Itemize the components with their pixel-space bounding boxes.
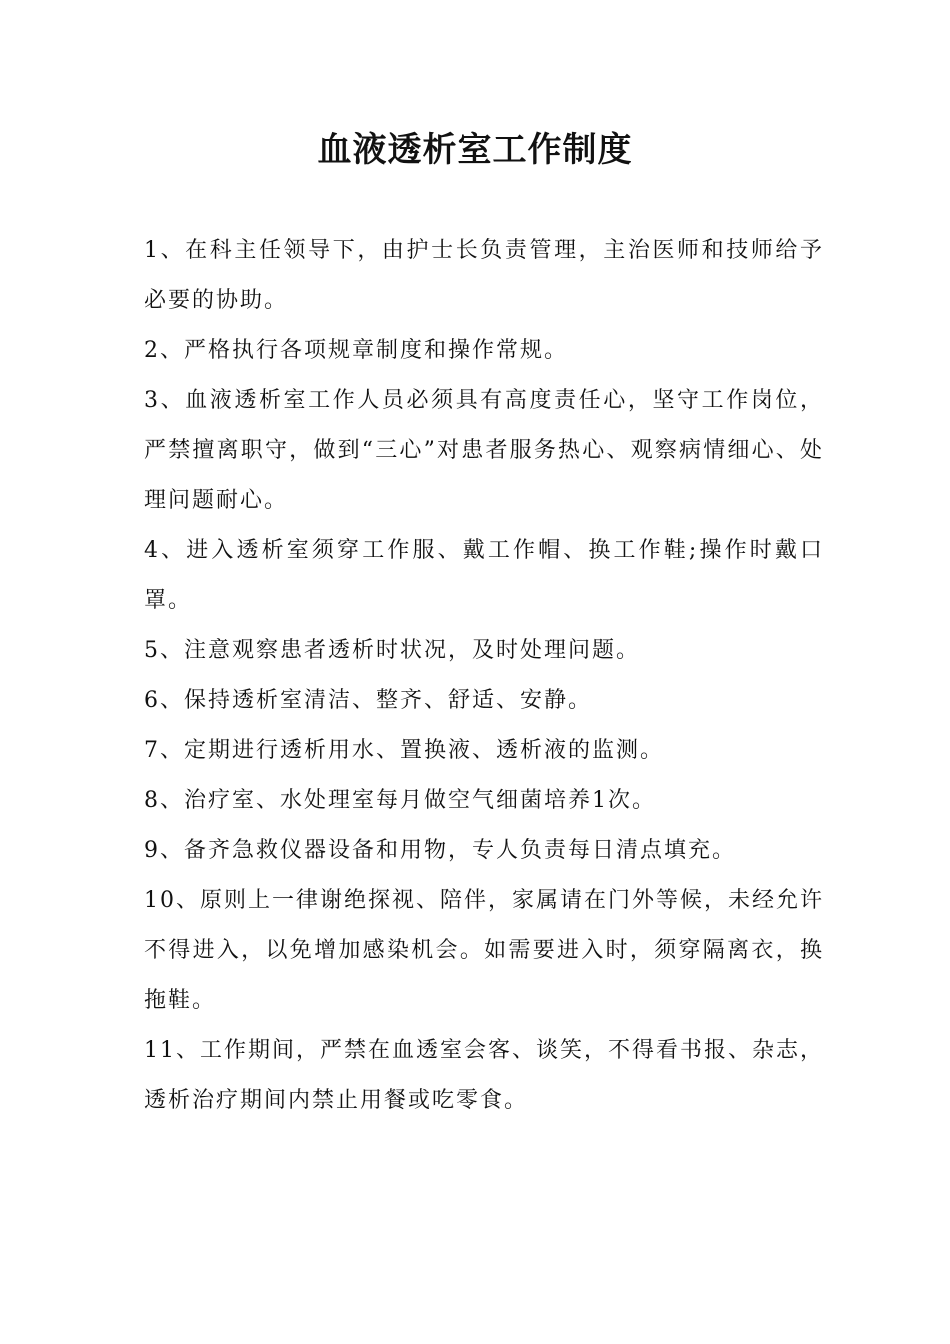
rule-item-2: 2、严格执行各项规章制度和操作常规。 [144,338,568,363]
rule-item-10: 10、原则上一律谢绝探视、陪伴，家属请在门外等候，未经允许不得进入，以免增加感染机会。如需要进入时，须穿隔离衣，换拖鞋。 [144,888,824,1013]
rule-item-4: 4、进入透析室须穿工作服、戴工作帽、换工作鞋;操作时戴口罩。 [144,538,824,613]
rule-item-5: 5、注意观察患者透析时状况，及时处理问题。 [144,638,640,663]
rule-item-11: 11、工作期间，严禁在血透室会客、谈笑，不得看书报、杂志，透析治疗期间内禁止用餐或吃零食。 [144,1038,824,1113]
rule-item-1: 1、在科主任领导下，由护士长负责管理，主治医师和技师给予必要的协助。 [144,238,824,313]
rule-item-7: 7、定期进行透析用水、置换液、透析液的监测。 [144,738,664,763]
rule-item-9: 9、备齐急救仪器设备和用物，专人负责每日清点填充。 [144,838,736,863]
rule-item-3: 3、血液透析室工作人员必须具有高度责任心，坚守工作岗位，严禁擅离职守，做到“三心”对患者服务热心、观察病情细心、处理问题耐心。 [144,388,824,513]
rule-item-6: 6、保持透析室清洁、整齐、舒适、安静。 [144,688,592,713]
document-title: 血液透析室工作制度 [317,130,633,170]
rules-list [144,226,824,1126]
rule-item-8: 8、治疗室、水处理室每月做空气细菌培养1次。 [144,788,656,813]
